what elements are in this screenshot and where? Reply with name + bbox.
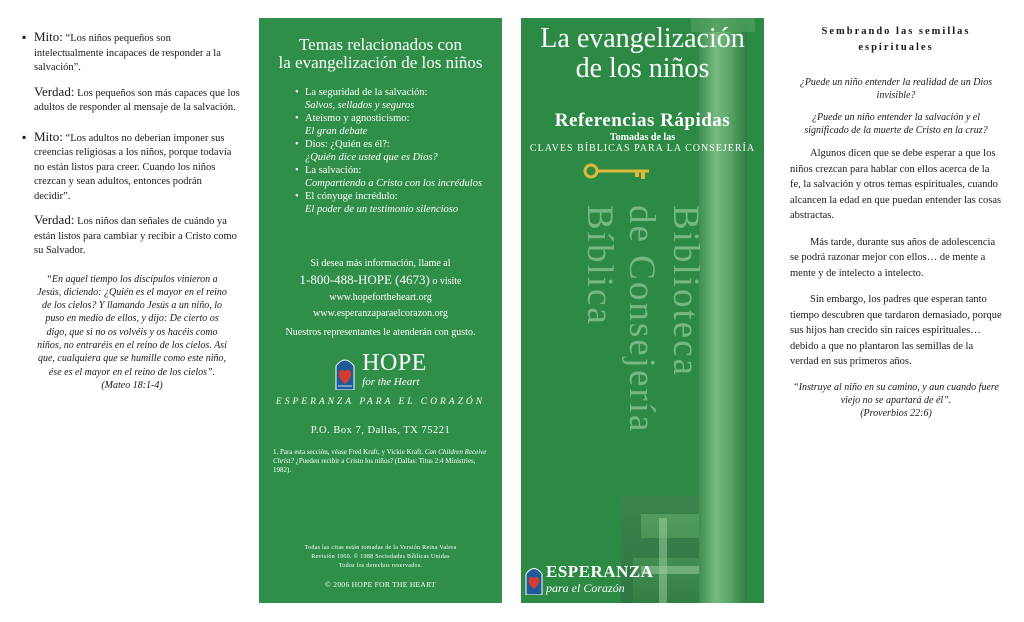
- phone-line: [273, 272, 488, 290]
- myth-2-label: Mito:: [34, 128, 63, 144]
- esperanza-tagline: ESPERANZA PARA EL CORAZÓN: [275, 397, 486, 407]
- related-topics-title: [273, 36, 488, 72]
- truth-2: [34, 213, 240, 259]
- seeds-title-line2: espirituales: [858, 42, 934, 53]
- matthew-verse-ref: (Mateo 18:1-4): [101, 379, 163, 391]
- topic-item: [295, 86, 488, 112]
- quick-references-heading: Referencias Rápidas: [554, 110, 731, 131]
- related-topics-title-line2: la evangelización de los niños: [278, 53, 483, 72]
- proverbs-verse: [790, 381, 1002, 420]
- topic-item: [295, 164, 488, 190]
- topic-item: [295, 138, 488, 164]
- vertical-title-2: de Consejería: [621, 205, 662, 434]
- vertical-title-1: Biblioteca: [665, 205, 706, 378]
- topic-label: La seguridad de la salvación:: [305, 87, 428, 98]
- topic-label: Ateísmo y agnosticismo:: [305, 113, 410, 124]
- bullet-icon: ▪: [22, 129, 27, 144]
- topic-item: [295, 112, 488, 138]
- myths-panel: [0, 0, 256, 622]
- topics-list: [273, 86, 488, 216]
- footnote-title: Can Children Receive Christ?: [273, 448, 487, 465]
- cover-panel: [521, 18, 764, 603]
- po-box: P.O. Box 7, Dallas, TX 75221: [310, 425, 451, 436]
- topic-item: [295, 190, 488, 216]
- cover-title: [521, 24, 764, 84]
- truth-1: [34, 85, 240, 116]
- cover-title-line1: La evangelización: [540, 23, 745, 54]
- seeds-title: [790, 24, 1002, 56]
- matthew-verse: [34, 273, 230, 393]
- footnote-prefix: 1. Para esta sección, véase Fred Kraft, y Vickie Kraft.: [273, 448, 424, 456]
- reps-text: Nuestros representantes le atenderán con gusto.: [285, 327, 476, 338]
- visit-text: o visite: [432, 276, 462, 287]
- stained-glass-heart-icon: [525, 565, 543, 595]
- myth-1-text-block: [34, 30, 240, 76]
- question-2: ¿Puede un niño entender la salvación y el significado de la muerte de Cristo en la cruz?: [804, 112, 988, 136]
- paragraph-1: Algunos dicen que se debe esperar a que los niños crezcan para hablar con ellos acerca de la fe, la salvación y otros temas espirituales, cuando alcancen la edad en que puedan entender las cosas abstractas.: [790, 148, 1002, 221]
- hope-logo-text: [362, 350, 427, 390]
- proverbs-verse-text: “Instruye al niño en su camino, y aun cuando fuere viejo no se apartará de él”.: [793, 381, 999, 406]
- seeds-panel: [772, 0, 1024, 622]
- truth-1-label: Verdad:: [34, 83, 75, 99]
- related-topics-title-line1: Temas relacionados con: [298, 35, 463, 54]
- matthew-verse-text: “En aquel tiempo los discípulos vinieron a Jesús, diciendo: ¿Quién es el mayor en el reino de los cielos? Y llamando Jesús a un niño, lo puso en medio de ellos, y dijo: De cierto os digo, que si no os volvéis y os hacéis como niños, no entraréis en el reino de los cielos. Así que, cualquiera que se humille como este niño, ése es el mayor en el reino de los cielos”.: [37, 273, 227, 378]
- topic-subtitle: Salvos, sellados y seguros: [305, 100, 415, 111]
- topic-label: La salvación:: [305, 165, 362, 176]
- series-name: CLAVES BÍBLICAS PARA LA CONSEJERÍA: [529, 143, 756, 154]
- footnote-suffix: ¿Pueden recibir a Cristo los niños? (Dallas: Titus 2:4 Ministries, 1982).: [273, 457, 476, 474]
- paragraph-2: Más tarde, durante sus años de adolescencia se podrá razonar mejor con ellos… de mente a mente y de intelecto a intelecto.: [790, 236, 996, 279]
- truth-1-text: Los pequeños son más capaces que los adultos de responder al mensaje de la salvación.: [34, 87, 240, 113]
- paragraph-3: Sin embargo, los padres que esperan tanto tiempo descubren que tardaron demasiado, porque sus hijos han crecido sin raíces espirituales… debido a que no plantaron las semillas de la verdad en sus primeros años.: [790, 294, 1002, 367]
- truth-2-text: Los niños dan señales de cuándo ya están listos para cambiar y recibir a Cristo como su Salvador.: [34, 216, 237, 256]
- legal-line-1: Todas las citas están tomadas de la Versión Reina Valera: [304, 545, 457, 551]
- seeds-title-line1: Sembrando las semillas: [821, 26, 971, 37]
- contact-line: Si desea más información, llame al: [310, 258, 451, 269]
- topic-label: Dios: ¿Quién es él?:: [305, 139, 390, 150]
- contact-block: [273, 256, 488, 341]
- hope-logo: [273, 350, 488, 390]
- esperanza-logo-word: ESPERANZA: [546, 562, 654, 581]
- topic-label: El cónyuge incrédulo:: [305, 191, 398, 202]
- truth-2-label: Verdad:: [34, 212, 75, 227]
- proverbs-verse-ref: (Proverbios 22:6): [860, 407, 932, 419]
- topic-subtitle: ¿Quién dice usted que es Dios?: [305, 152, 438, 163]
- bullet-icon: ▪: [22, 30, 27, 44]
- footnote: [273, 448, 488, 475]
- hope-logo-tagline: for the Heart: [362, 376, 420, 388]
- esperanza-logo: [525, 564, 653, 595]
- info-panel: [259, 18, 502, 603]
- website-link-1[interactable]: www.hopefortheheart.org: [329, 292, 432, 303]
- taken-from-text: Tomadas de las: [609, 132, 676, 143]
- topic-subtitle: El gran debate: [305, 126, 368, 137]
- myth-2-text-block: [34, 130, 240, 205]
- topic-subtitle: Compartiendo a Cristo con los incrédulos: [305, 178, 483, 189]
- phone-number[interactable]: 1-800-488-HOPE (4673): [299, 272, 430, 287]
- myth-1-text: “Los niños pequeños son intelectualmente incapaces de responder a la salvación”.: [34, 33, 221, 73]
- stained-glass-heart-icon: [334, 356, 356, 390]
- vertical-title-3: Bíblica: [579, 205, 620, 326]
- cover-title-line2: de los niños: [575, 53, 710, 84]
- myth-1: [22, 30, 240, 76]
- legal-notice: [273, 544, 488, 571]
- hope-logo-word: HOPE: [362, 350, 427, 376]
- esperanza-logo-tagline: para el Corazón: [546, 581, 625, 595]
- legal-line-2: Revisión 1960. © 1988 Sociedades Bíblicas Unidas: [311, 554, 450, 560]
- copyright: © 2006 HOPE FOR THE HEART: [325, 580, 436, 589]
- esperanza-logo-text: [546, 564, 653, 595]
- myth-2: [22, 130, 240, 205]
- legal-line-3: Todos los derechos reservados.: [338, 563, 423, 569]
- question-1: ¿Puede un niño entender la realidad de un Dios invisible?: [799, 77, 993, 101]
- topic-subtitle: El poder de un testimonio silencioso: [305, 204, 459, 215]
- website-link-2[interactable]: www.esperanzaparaelcorazon.org: [313, 308, 448, 319]
- myth-2-text: “Los adultos no deberían imponer sus creencias religiosas a los niños, porque todavía no están listos para creer. Cuando los niños crezcan y sean adultos, entonces podrán decidir”.: [34, 132, 232, 202]
- myth-1-label: Mito:: [34, 29, 63, 44]
